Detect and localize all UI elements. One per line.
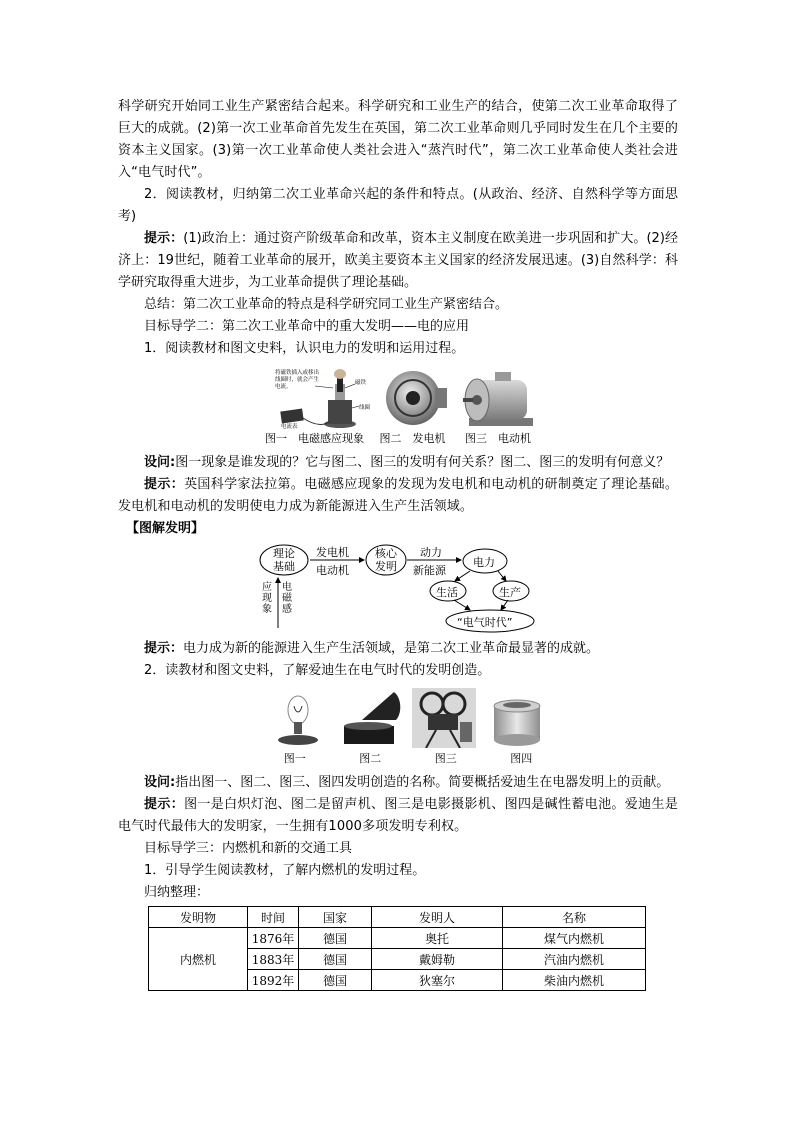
caption-fig1: 图一 bbox=[283, 752, 306, 765]
hint-label: 提示： bbox=[144, 641, 184, 656]
label-generator: 发电机 bbox=[316, 546, 349, 559]
hint-2 bbox=[118, 474, 678, 518]
engine-table bbox=[148, 906, 646, 991]
question-edison bbox=[118, 772, 678, 794]
magnet-label: 磁铁 bbox=[355, 380, 367, 386]
hint-4 bbox=[118, 794, 678, 838]
phonograph-photo bbox=[338, 688, 404, 748]
page-body bbox=[118, 96, 678, 991]
figure-row-electricity bbox=[138, 366, 678, 428]
hint-text: 图一是白炽灯泡、图二是留声机、图三是电影摄影机、图四是碱性蓄电池。爱迪生是电气时代最伟大的发明家，一生拥有1000多项发明专利权。 bbox=[118, 797, 678, 834]
figure-phonograph bbox=[338, 688, 404, 748]
caption-fig3: 图三 电动机 bbox=[465, 432, 531, 445]
question-text: 图一现象是谁发现的？它与图二、图三的发明有何关系？图二、图三的发明有何意义？ bbox=[175, 455, 670, 470]
figure-captions-1 bbox=[118, 430, 678, 446]
figure-induction bbox=[275, 366, 375, 428]
cell-country: 德国 bbox=[299, 949, 372, 970]
coil-label: 线圈 bbox=[359, 405, 371, 411]
movie-camera-photo bbox=[412, 688, 476, 748]
summary-label: 归纳整理： bbox=[144, 885, 210, 900]
goal-3-heading: 目标导学三：内燃机和新的交通工具 bbox=[144, 841, 353, 856]
node-core bbox=[374, 547, 398, 573]
caption-fig3: 图三 bbox=[434, 752, 457, 765]
goal-2-heading: 目标导学二：第二次工业革命中的重大发明——电的应用 bbox=[144, 319, 470, 334]
hint-label: 提示： bbox=[144, 477, 185, 492]
cell-name: 汽油内燃机 bbox=[503, 949, 646, 970]
hint-label: 提示： bbox=[144, 231, 184, 246]
question-text: 指出图一、图二、图三、图四发明创造的名称。简要概括爱迪生在电器发明上的贡献。 bbox=[175, 775, 670, 790]
col-header: 发明物 bbox=[149, 907, 248, 928]
caption-fig1: 图一 电磁感应现象 bbox=[265, 432, 364, 445]
table-header-row bbox=[149, 907, 646, 928]
figure-movie-camera bbox=[412, 688, 476, 748]
figure-row-edison bbox=[138, 688, 678, 748]
caption-fig2: 图二 bbox=[359, 752, 382, 765]
cell-inventor: 奥托 bbox=[372, 928, 503, 949]
cell-inventor: 狄塞尔 bbox=[372, 970, 503, 991]
hint-text: 电力成为新的能源进入生产生活领域，是第二次工业革命最显著的成就。 bbox=[183, 641, 600, 656]
question-figures bbox=[118, 452, 678, 474]
item-2: 2．读教材和图文史料，了解爱迪生在电气时代的发明创造。 bbox=[144, 663, 491, 678]
node-electricity: 电力 bbox=[473, 556, 495, 569]
induction-char: 现 bbox=[262, 593, 272, 604]
cell-name: 柴油内燃机 bbox=[503, 970, 646, 991]
hint-3 bbox=[118, 638, 678, 660]
induction-char: 磁 bbox=[282, 593, 292, 604]
induction-char: 应 bbox=[262, 582, 272, 593]
hint-text: (1)政治上：通过资产阶级革命和改革，资本主义制度在欧美进一步巩固和扩大。(2)经济上：19世纪，随着工业革命的展开，欧美主要资本主义国家的经济发展迅速。(3)自然科学：科学研究取得重大进步，为工业革命提供了理论基础。 bbox=[118, 231, 678, 290]
cell-country: 德国 bbox=[299, 928, 372, 949]
node-electric-era: “电气时代” bbox=[457, 616, 513, 629]
question-2: 2．阅读教材，归纳第二次工业革命兴起的条件和特点。(从政治、经济、自然科学等方面思考) bbox=[118, 187, 678, 224]
induction-char: 电 bbox=[282, 582, 292, 593]
cell-year: 1883年 bbox=[248, 949, 299, 970]
node-theory-line2: 基础 bbox=[273, 560, 295, 573]
paragraph-conclusion: 科学研究开始同工业生产紧密结合起来。科学研究和工业生产的结合，使第二次工业革命取得了巨大的成就。(2)第一次工业革命首先发生在英国，第二次工业革命则几乎同时发生在几个主要的资本主义国家。(3)第一次工业革命使人类社会进入“蒸汽时代”，第二次工业革命使人类社会进入“电气时代”。 bbox=[118, 99, 678, 180]
label-induction-left bbox=[262, 582, 274, 615]
item-1: 1．阅读教材和图文史料，认识电力的发明和运用过程。 bbox=[144, 341, 465, 356]
question-label: 设问: bbox=[144, 455, 176, 470]
summary: 总结：第二次工业革命的特点是科学研究同工业生产紧密结合。 bbox=[144, 297, 509, 312]
label-power: 动力 bbox=[420, 546, 442, 559]
induction-char: 感 bbox=[282, 604, 292, 615]
label-induction-right bbox=[282, 582, 294, 615]
figure-motor bbox=[459, 366, 541, 428]
node-life: 生活 bbox=[436, 586, 458, 599]
diagram-title: 【图解发明】 bbox=[126, 521, 205, 536]
col-header: 名称 bbox=[503, 907, 646, 928]
caption-fig4: 图四 bbox=[510, 752, 533, 765]
hint-text: 英国科学家法拉第。电磁感应现象的发现为发电机和电动机的研制奠定了理论基础。发电机和电动机的发明使电力成为新能源进入生产生活领域。 bbox=[118, 477, 678, 514]
figure-generator bbox=[381, 366, 451, 428]
cell-invention: 内燃机 bbox=[149, 928, 248, 991]
col-header: 时间 bbox=[248, 907, 299, 928]
node-core-line2: 发明 bbox=[375, 560, 397, 573]
figure-light-bulb bbox=[266, 692, 330, 748]
node-core-line1: 核心 bbox=[375, 547, 397, 560]
induction-char: 象 bbox=[262, 604, 272, 615]
label-new-energy: 新能源 bbox=[413, 564, 446, 577]
figure-captions-2 bbox=[138, 750, 678, 766]
table-row bbox=[149, 928, 646, 949]
node-production: 生产 bbox=[499, 586, 521, 599]
node-theory bbox=[272, 547, 296, 573]
label-motor: 电动机 bbox=[316, 564, 349, 577]
battery-photo bbox=[484, 692, 550, 748]
cell-inventor: 戴姆勒 bbox=[372, 949, 503, 970]
generator-photo bbox=[381, 366, 451, 428]
node-theory-line1: 理论 bbox=[273, 547, 295, 560]
motor-photo bbox=[459, 366, 541, 428]
ammeter-label: 电流表 bbox=[281, 424, 298, 430]
cell-year: 1892年 bbox=[248, 970, 299, 991]
cell-name: 煤气内燃机 bbox=[503, 928, 646, 949]
induction-note: 将磁铁插入或移出线圈时，就会产生电流。 bbox=[275, 370, 320, 390]
figure-alkaline-battery bbox=[484, 692, 550, 748]
question-label: 设问: bbox=[144, 775, 176, 790]
col-header: 发明人 bbox=[372, 907, 503, 928]
cell-year: 1876年 bbox=[248, 928, 299, 949]
light-bulb-photo bbox=[266, 692, 330, 748]
hint-1 bbox=[118, 228, 678, 294]
col-header: 国家 bbox=[299, 907, 372, 928]
invention-diagram bbox=[258, 542, 558, 634]
item-3: 1．引导学生阅读教材，了解内燃机的发明过程。 bbox=[144, 863, 426, 878]
caption-fig2: 图二 发电机 bbox=[379, 432, 446, 445]
hint-label: 提示： bbox=[144, 797, 185, 812]
cell-country: 德国 bbox=[299, 970, 372, 991]
